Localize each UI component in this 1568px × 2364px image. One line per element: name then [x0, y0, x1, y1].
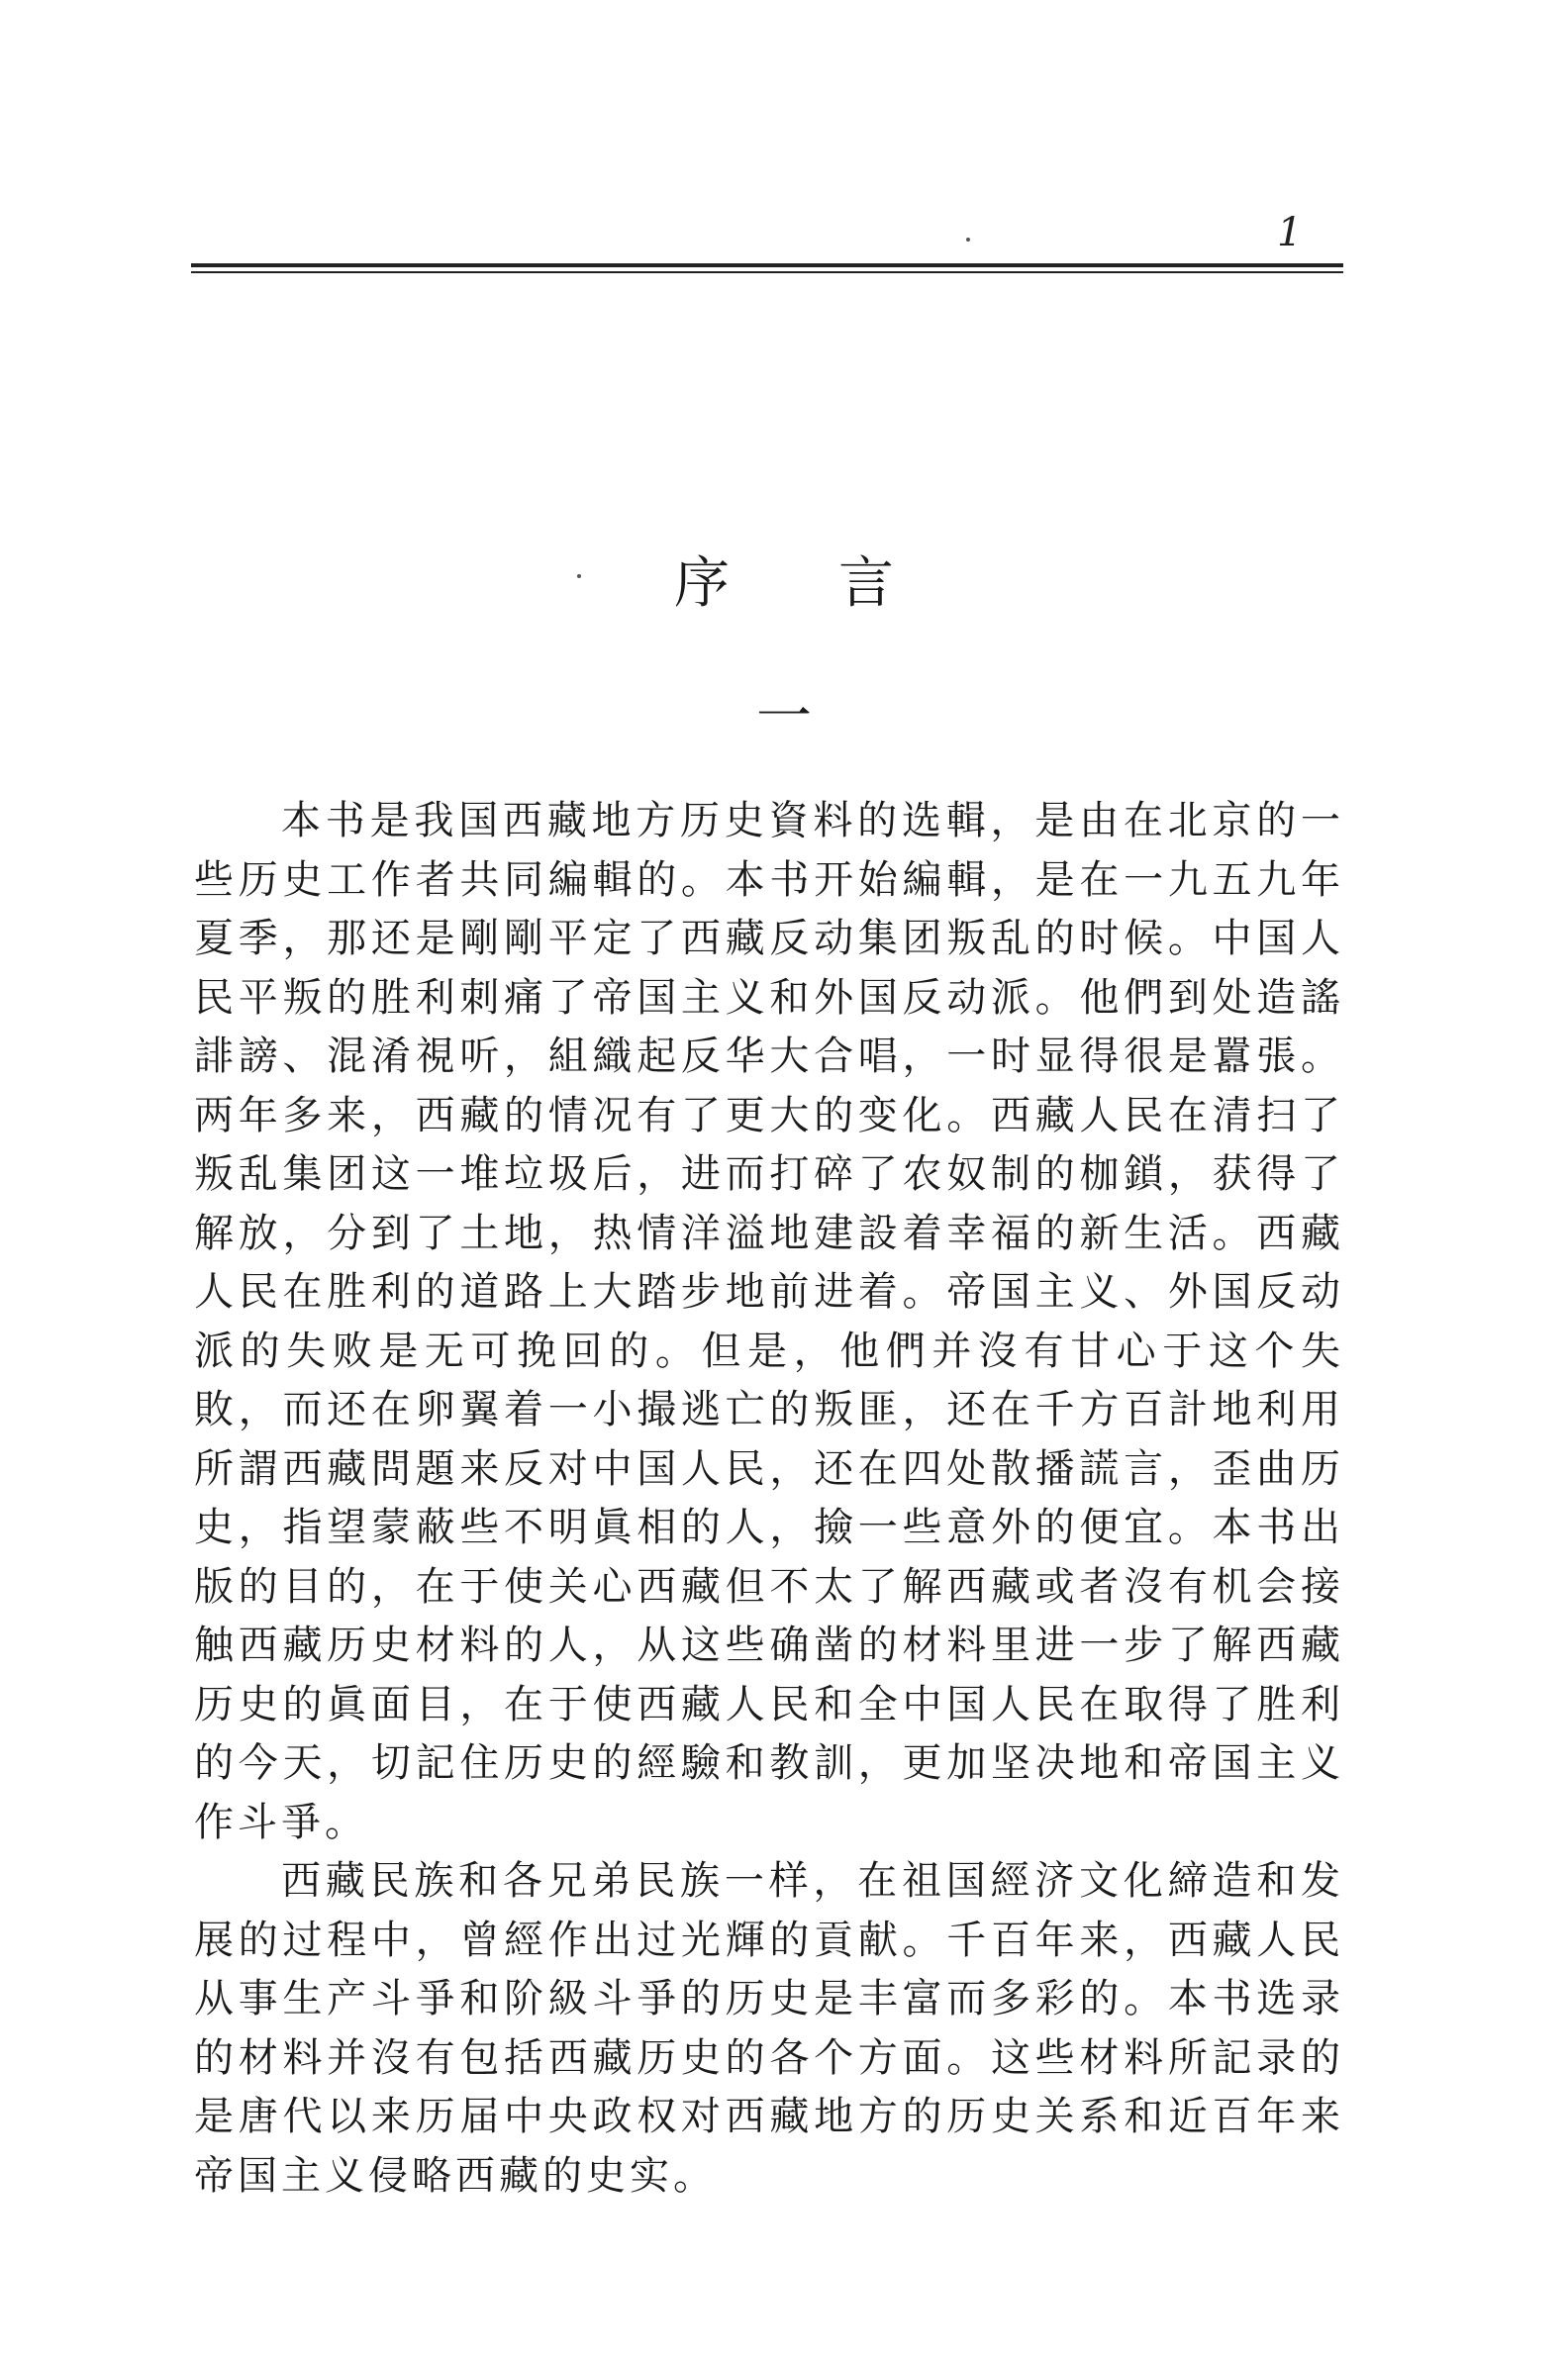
page-number: 1: [1277, 210, 1303, 255]
paragraph: 西藏民族和各兄弟民族一样，在祖国經济文化締造和发展的过程中，曾經作出过光輝的貢献。千百年来，西藏人民从事生产斗爭和阶級斗爭的历史是丰富而多彩的。本书选录的材料并沒有包括西藏历史的各个方面。这些材料所記录的是唐代以来历届中央政权对西藏地方的历史关系和近百年来帝国主义侵略西藏的史实。: [194, 1858, 1344, 2199]
page-title: 序言: [674, 551, 1003, 616]
paragraph: 本书是我国西藏地方历史資料的选輯，是由在北京的一些历史工作者共同編輯的。本书开始編輯，是在一九五九年夏季，那还是剛剛平定了西藏反动集团叛乱的时候。中国人民平叛的胜利刺痛了帝国主义和外国反动派。他們到处造謠誹謗、混淆視听，組織起反华大合唱，一时显得很是囂張。两年多来，西藏的情况有了更大的变化。西藏人民在清扫了叛乱集团这一堆垃圾后，进而打碎了农奴制的枷鎖，获得了解放，分到了土地，热情洋溢地建設着幸福的新生活。西藏人民在胜利的道路上大踏步地前进着。帝国主义、外国反动派的失败是无可挽回的。但是，他們并沒有甘心于这个失敗，而还在卵翼着一小撮逃亡的叛匪，还在千方百計地利用所謂西藏問題来反对中国人民，还在四处散播謊言，歪曲历史，指望蒙蔽些不明眞相的人，撿一些意外的便宜。本书出版的目的，在于使关心西藏但不太了解西藏或者沒有机会接触西藏历史材料的人，从这些确凿的材料里进一步了解西藏历史的眞面目，在于使西藏人民和全中国人民在取得了胜利的今天，切記住历史的經驗和教訓，更加坚决地和帝国主义作斗爭。: [194, 798, 1344, 1845]
section-mark: 一: [756, 685, 812, 749]
print-speck: [966, 238, 970, 242]
header-rule-thin: [191, 271, 1343, 273]
body-text: [194, 792, 1344, 2206]
header-rule-thick: [191, 263, 1343, 267]
